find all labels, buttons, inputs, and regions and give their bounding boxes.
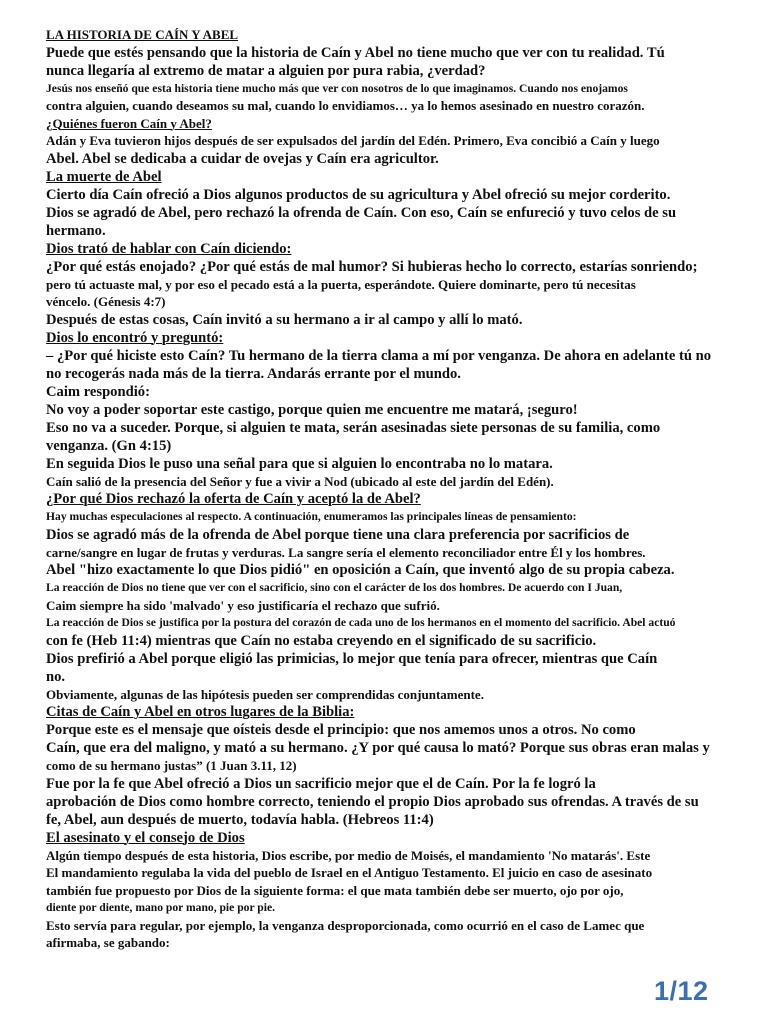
text-line: pero tú actuaste mal, y por eso el pecado está a la puerta, esperándote. Quiere dominarte, pero tú necesitas <box>46 276 636 292</box>
text-line: La reacción de Dios no tiene que ver con el sacrificio, sino con el carácter de los dos hombres. De acuerdo con I Juan, <box>46 581 623 594</box>
text-line: Abel. Abel se dedicaba a cuidar de ovejas y Caín era agricultor. <box>46 150 439 167</box>
text-line: Jesús nos enseñó que esta historia tiene mucho más que ver con nosotros de lo que imaginamos. Cuando nos enojamos <box>46 81 628 95</box>
text-line: El mandamiento regulaba la vida del pueblo de Israel en el Antiguo Testamento. El juicio en caso de asesinato <box>46 865 653 880</box>
text-line: hermano. <box>46 222 106 239</box>
text-line: Dios prefirió a Abel porque eligió las primicias, lo mejor que tenía para ofrecer, mientras que Caín <box>46 650 658 667</box>
document-page <box>46 26 746 952</box>
section-heading: ¿Quiénes fueron Caín y Abel? <box>46 115 212 131</box>
text-line: Cierto día Caín ofreció a Dios algunos productos de su agricultura y Abel ofreció su mejor corderito. <box>46 186 671 203</box>
text-line: contra alguien, cuando deseamos su mal, cuando lo envidiamos… ya lo hemos asesinado en nuestro corazón. <box>46 98 645 113</box>
text-line: – ¿Por qué hiciste esto Caín? Tu hermano de la tierra clama a mí por venganza. De ahora en adelante tú no <box>46 347 712 364</box>
text-line: Dios se agradó más de la ofrenda de Abel porque tiene una clara preferencia por sacrificios de <box>46 526 630 543</box>
text-line: En seguida Dios le puso una señal para que si alguien lo encontraba no lo matara. <box>46 455 553 472</box>
text-line: Eso no va a suceder. Porque, si alguien te mata, serán asesinadas siete personas de su familia, como <box>46 419 661 436</box>
section-heading: Dios lo encontró y preguntó: <box>46 329 224 346</box>
text-line: Algún tiempo después de esta historia, Dios escribe, por medio de Moisés, el mandamiento 'No matarás'. Este <box>46 847 651 863</box>
text-line: Porque este es el mensaje que oísteis desde el principio: que nos amemos unos a otros. No como <box>46 722 636 738</box>
section-heading: El asesinato y el consejo de Dios <box>46 829 245 846</box>
page-indicator: 1/12 <box>654 976 709 1006</box>
text-line: aprobación de Dios como hombre correcto, teniendo el propio Dios aprobado sus ofrendas. A través de su <box>46 793 699 810</box>
text-line: Obviamente, algunas de las hipótesis pueden ser comprendidas conjuntamente. <box>46 686 484 702</box>
text-line: fe, Abel, aun después de muerto, todavía habla. (Hebreos 11:4) <box>46 811 434 828</box>
text-line: Dios se agradó de Abel, pero rechazó la ofrenda de Caín. Con eso, Caín se enfureció y tuvo celos de su <box>46 204 677 221</box>
text-line: véncelo. (Génesis 4:7) <box>46 294 166 309</box>
text-line: La reacción de Dios se justifica por la postura del corazón de cada uno de los hermanos en el momento del sacrificio. Abel actuó <box>46 616 676 629</box>
section-heading: Dios trató de hablar con Caín diciendo: <box>46 240 292 257</box>
text-line: Adán y Eva tuvieron hijos después de ser expulsados del jardín del Edén. Primero, Eva concibió a Caín y luego <box>46 133 660 148</box>
text-line: como de su hermano justas” (1 Juan 3.11, 12) <box>46 758 297 773</box>
text-line: afirmaba, se gabando: <box>46 935 170 950</box>
text-line: Caim respondió: <box>46 383 150 400</box>
text-line: nunca llegaría al extremo de matar a alguien por pura rabia, ¿verdad? <box>46 62 486 79</box>
text-line: Puede que estés pensando que la historia de Caín y Abel no tiene mucho que ver con tu realidad. Tú <box>46 44 665 61</box>
text-line: también fue propuesto por Dios de la siguiente forma: el que mata también debe ser muerto, ojo por ojo, <box>46 882 624 898</box>
text-line: diente por diente, mano por mano, pie por pie. <box>46 901 275 914</box>
section-heading: La muerte de Abel <box>46 168 162 185</box>
text-line: venganza. (Gn 4:15) <box>46 437 172 454</box>
text-line: Caín salió de la presencia del Señor y fue a vivir a Nod (ubicado al este del jardín del Edén). <box>46 473 554 489</box>
text-line: Fue por la fe que Abel ofreció a Dios un sacrificio mejor que el de Caín. Por la fe logró la <box>46 775 596 792</box>
text-line: Esto servía para regular, por ejemplo, la venganza desproporcionada, como ocurrió en el caso de Lamec que <box>46 917 645 933</box>
text-line: Hay muchas especulaciones al respecto. A continuación, enumeramos las principales líneas de pensamiento: <box>46 510 577 523</box>
text-line: no. <box>46 668 66 685</box>
text-line: no recogerás nada más de la tierra. Andarás errante por el mundo. <box>46 365 461 382</box>
text-line: Caim siempre ha sido 'malvado' y eso justificaría el rechazo que sufrió. <box>46 597 440 613</box>
text-line: carne/sangre en lugar de frutas y verduras. La sangre sería el elemento reconciliador entre Él y los hombres. <box>46 544 646 560</box>
text-line: ¿Por qué estás enojado? ¿Por qué estás de mal humor? Si hubieras hecho lo correcto, estarías sonriendo; <box>46 258 698 275</box>
text-line: Después de estas cosas, Caín invitó a su hermano a ir al campo y allí lo mató. <box>46 311 523 328</box>
text-line: Caín, que era del maligno, y mató a su hermano. ¿Y por qué causa lo mató? Porque sus obras eran malas y <box>46 740 710 756</box>
section-heading: ¿Por qué Dios rechazó la oferta de Caín y aceptó la de Abel? <box>46 491 421 507</box>
text-line: con fe (Heb 11:4) mientras que Caín no estaba creyendo en el significado de su sacrificio. <box>46 632 597 649</box>
text-line: No voy a poder soportar este castigo, porque quien me encuentre me matará, ¡seguro! <box>46 401 578 418</box>
section-heading: Citas de Caín y Abel en otros lugares de la Biblia: <box>46 704 355 720</box>
section-heading: LA HISTORIA DE CAÍN Y ABEL <box>46 27 239 42</box>
text-line: Abel "hizo exactamente lo que Dios pidió" en oposición a Caín, que inventó algo de su propia cabeza. <box>46 562 675 578</box>
